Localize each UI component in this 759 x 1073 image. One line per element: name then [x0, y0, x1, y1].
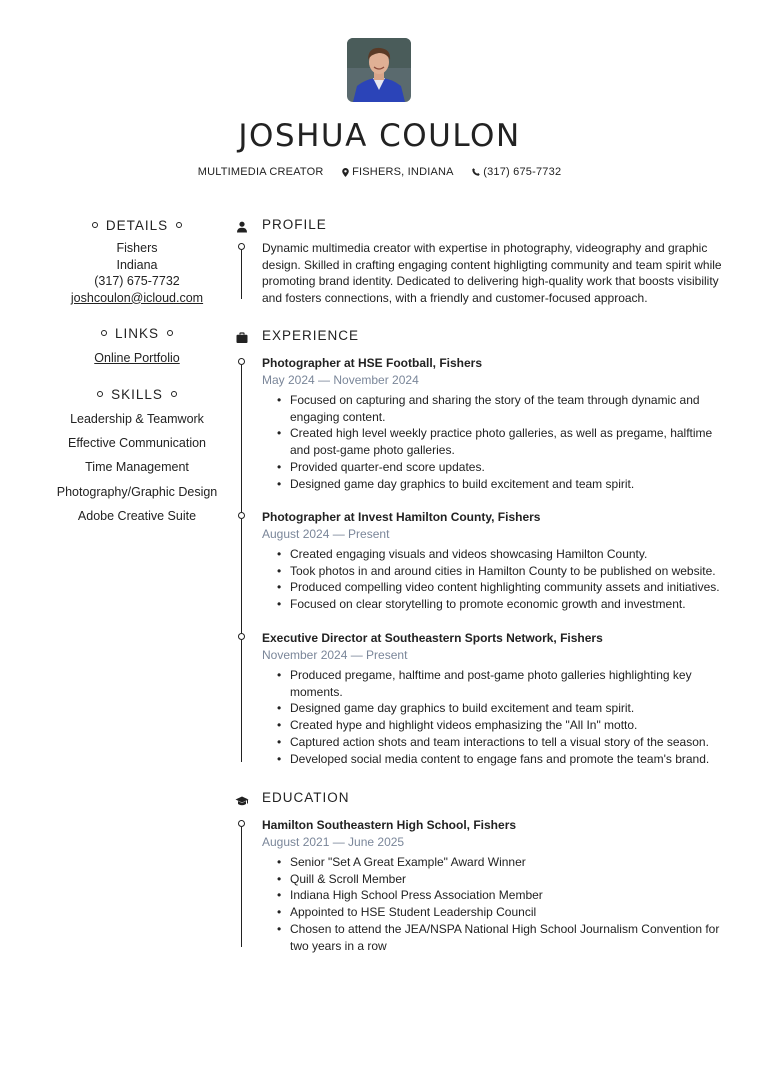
experience-item [262, 630, 722, 767]
skill-item: Adobe Creative Suite [77, 509, 197, 524]
job-date: November 2024 — Present [262, 647, 408, 662]
job-position: Executive Director at Southeastern Sports Network, Fishers [262, 631, 603, 645]
timeline-dot [238, 243, 245, 250]
bullet-item: • Designed game day graphics to build excitement and team spirit. [290, 700, 722, 717]
profile-heading: PROFILE [262, 217, 327, 232]
job-date: May 2024 — November 2024 [262, 372, 419, 387]
bullet-item: • Captured action shots and team interactions to tell a visual story of the season. [290, 734, 722, 751]
phone-icon [472, 168, 480, 176]
school-name: Hamilton Southeastern High School, Fishers [262, 818, 517, 832]
bullet-item: • Focused on capturing and sharing the story of the team through dynamic and engaging content. [290, 392, 722, 425]
phone-text: (317) 675-7732 [483, 166, 562, 179]
bullet-item: • Took photos in and around cities in Hamilton County to be published on website. [290, 563, 722, 580]
job-date: August 2024 — Present [262, 526, 390, 541]
bullet-item: • Developed social media content to engage fans and promote the team's brand. [290, 751, 722, 768]
skill-item: Time Management [85, 460, 189, 475]
skills-section [52, 385, 222, 529]
phone-group [472, 166, 561, 178]
bullet-item: • Created high level weekly practice photo galleries, as well as pregame, halftime and post-game photo galleries. [290, 425, 722, 458]
skill-item: Effective Communication [67, 435, 207, 450]
link-online-portfolio[interactable]: Online Portfolio [94, 351, 180, 365]
timeline-line [241, 827, 243, 947]
details-city: Fishers [116, 241, 158, 255]
candidate-name: JOSHUA COULON [238, 118, 521, 154]
links-heading: LINKS [52, 324, 222, 344]
timeline-line [241, 250, 243, 299]
sidebar [52, 216, 222, 529]
experience-item [262, 355, 722, 492]
briefcase-icon [236, 332, 248, 344]
timeline-line [241, 365, 243, 512]
bullet-item: • Created hype and highlight videos emphasizing the "All In" motto. [290, 717, 722, 734]
map-pin-icon [342, 168, 349, 177]
bullet-item: • Chosen to attend the JEA/NSPA National High School Journalism Convention for two years in a row [290, 921, 722, 954]
job-position: Photographer at HSE Football, Fishers [262, 356, 483, 370]
experience-heading: EXPERIENCE [262, 328, 360, 343]
timeline-dot [238, 820, 245, 827]
bullet-item: • Indiana High School Press Association Member [290, 887, 722, 904]
bullet-item: • Produced compelling video content highlighting community assets and initiatives. [290, 579, 722, 596]
details-heading: DETAILS [52, 216, 222, 236]
education-date: August 2021 — June 2025 [262, 834, 405, 849]
bullet-item: • Quill & Scroll Member [290, 871, 722, 888]
education-item [262, 817, 722, 954]
job-position: Photographer at Invest Hamilton County, Fishers [262, 510, 541, 524]
bullet-item: • Focused on clear storytelling to promote economic growth and investment. [290, 596, 722, 613]
details-state: Indiana [116, 257, 158, 272]
bullet-item: • Senior "Set A Great Example" Award Winner [290, 854, 722, 871]
skill-item: Leadership & Teamwork [70, 411, 204, 426]
bullet-item: • Designed game day graphics to build excitement and team spirit. [290, 476, 722, 493]
bullet-item: • Created engaging visuals and videos showcasing Hamilton County. [290, 546, 722, 563]
location-text: FISHERS, INDIANA [352, 166, 454, 179]
job-title: MULTIMEDIA CREATOR [197, 166, 324, 179]
education-heading: EDUCATION [262, 790, 350, 805]
bullet-item: • Appointed to HSE Student Leadership Council [290, 904, 722, 921]
experience-item [262, 509, 722, 613]
timeline-line [241, 640, 243, 762]
bullet-item: • Provided quarter-end score updates. [290, 459, 722, 476]
timeline-dot [238, 358, 245, 365]
profile-text: Dynamic multimedia creator with expertise in photography, videography and graphic design. Skilled in crafting engaging content highligting community and team spirit while promoting brand identity. Dedicated to delivering high-quality work that boosts visibility and fosters connections, with a friendly and customer-focused approach. [262, 241, 722, 306]
graduation-cap-icon [235, 795, 249, 807]
timeline-line [241, 519, 243, 633]
profile-photo [347, 38, 411, 102]
skills-heading: SKILLS [52, 385, 222, 405]
person-icon [236, 221, 248, 233]
skill-item: Photography/Graphic Design [56, 484, 218, 499]
details-email[interactable]: joshcoulon@icloud.com [70, 290, 204, 305]
location-group [342, 166, 454, 178]
bullet-item: • Produced pregame, halftime and post-game photo galleries highlighting key moments. [290, 667, 722, 700]
details-phone: (317) 675-7732 [94, 274, 180, 288]
contact-line [0, 166, 759, 178]
timeline-dot [238, 512, 245, 519]
timeline-dot [238, 633, 245, 640]
